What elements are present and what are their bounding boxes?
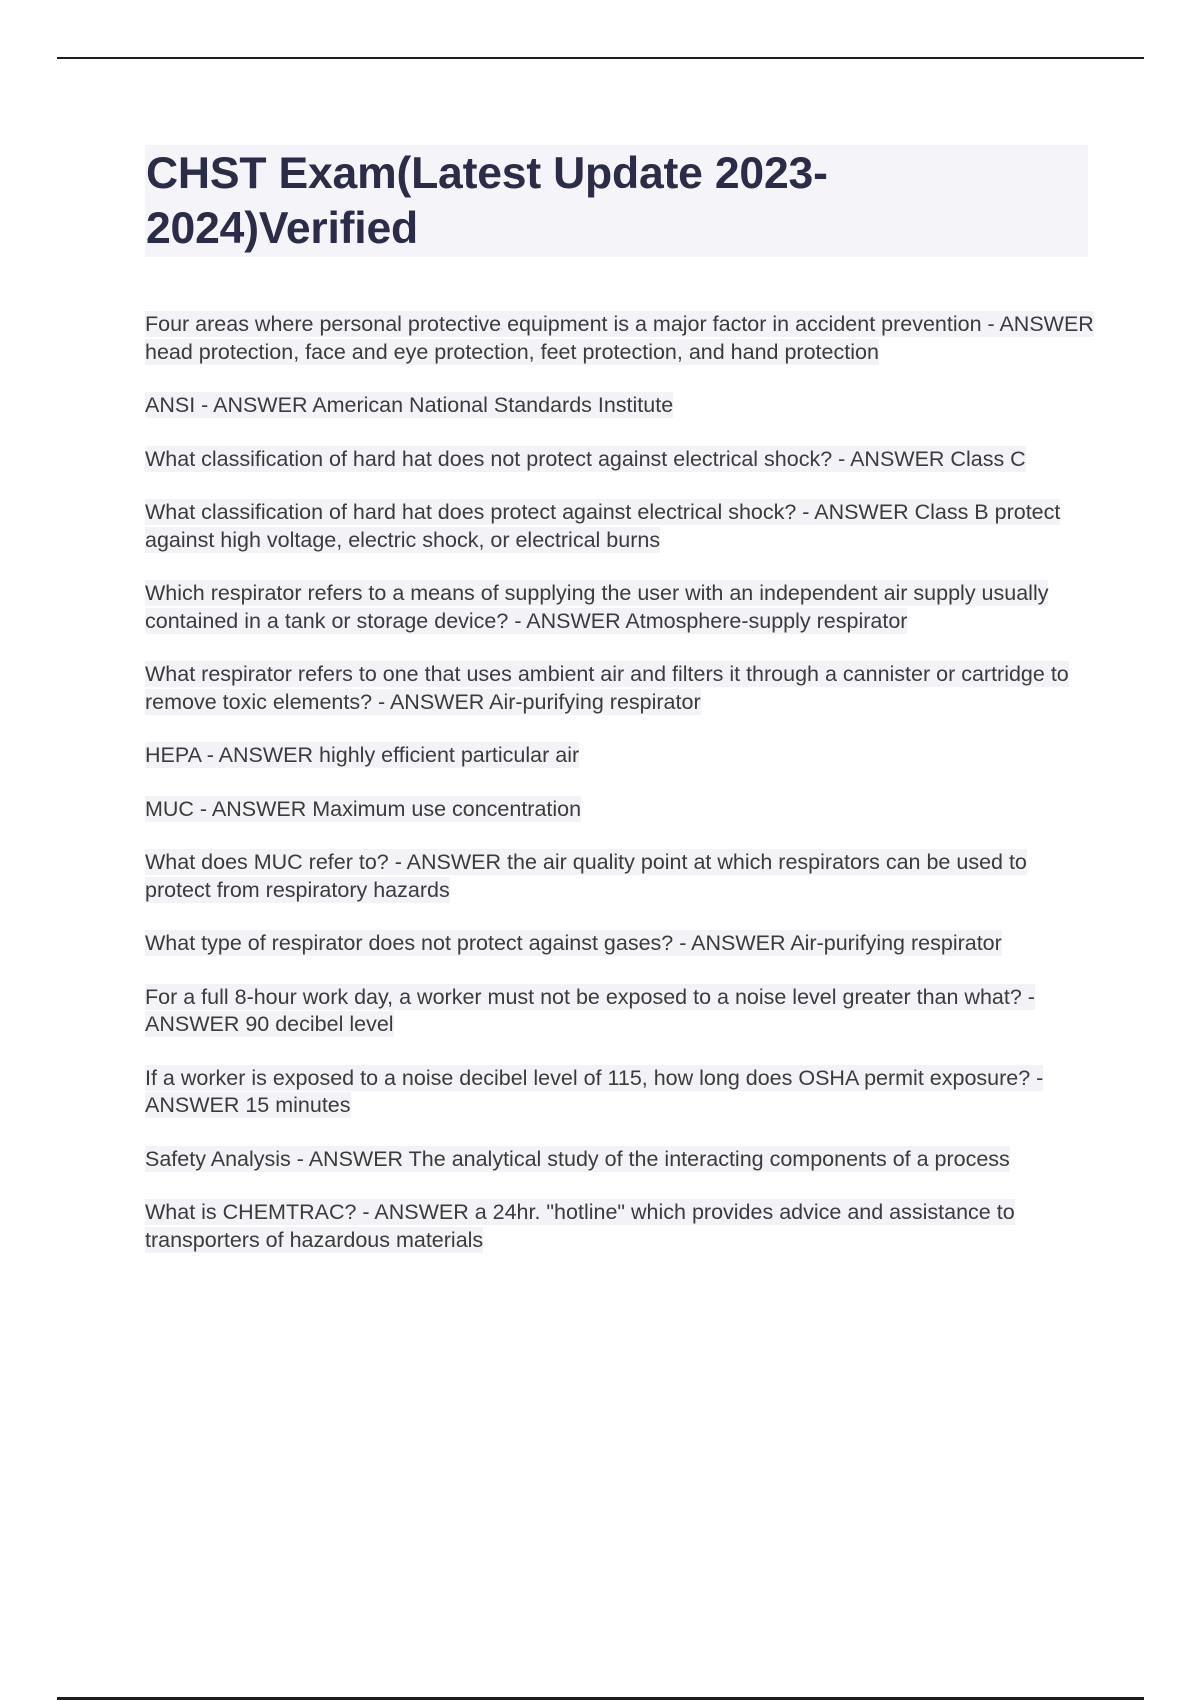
qa-item-hepa [145, 742, 1095, 770]
qa-text: Four areas where personal protective equipment is a major factor in accident prevention - ANSWER head protection, face and eye protection, feet protection, and hand protection [145, 312, 1094, 364]
qa-text: Safety Analysis - ANSWER The analytical study of the interacting components of a process [145, 1146, 1010, 1171]
qa-item-ansi [145, 392, 1095, 420]
qa-item-noise-115 [145, 1065, 1095, 1120]
qa-item-no-gas-protection [145, 930, 1095, 958]
qa-item-safety-analysis [145, 1146, 1095, 1174]
qa-text: What does MUC refer to? - ANSWER the air quality point at which respirators can be used to protect from respiratory hazards [145, 850, 1027, 902]
qa-text: What classification of hard hat does not protect against electrical shock? - ANSWER Class C [145, 446, 1026, 471]
qa-item-atmosphere-supply [145, 580, 1095, 635]
qa-item-muc-meaning [145, 849, 1095, 904]
qa-text: What classification of hard hat does protect against electrical shock? - ANSWER Class B protect against high voltage, electric shock, or electrical burns [145, 500, 1061, 552]
qa-text: MUC - ANSWER Maximum use concentration [145, 796, 582, 821]
qa-item-chemtrac [145, 1199, 1095, 1254]
qa-item-hardhat-no-protect [145, 446, 1095, 474]
qa-text: What respirator refers to one that uses ambient air and filters it through a cannister or cartridge to remove toxic elements? - ANSWER Air-purifying respirator [145, 662, 1069, 714]
qa-text: For a full 8-hour work day, a worker must not be exposed to a noise level greater than what? - ANSWER 90 decibel level [145, 984, 1035, 1036]
qa-list [145, 311, 1095, 1280]
qa-text: If a worker is exposed to a noise decibel level of 115, how long does OSHA permit exposure? - ANSWER 15 minutes [145, 1065, 1044, 1117]
qa-text: Which respirator refers to a means of supplying the user with an independent air supply usually contained in a tank or storage device? - ANSWER Atmosphere-supply respirator [145, 581, 1049, 633]
qa-text: What is CHEMTRAC? - ANSWER a 24hr. "hotline" which provides advice and assistance to transporters of hazardous materials [145, 1200, 1015, 1252]
title-line-2: 2024)Verified [146, 204, 418, 253]
header-rule [57, 57, 1144, 59]
qa-text: What type of respirator does not protect against gases? - ANSWER Air-purifying respirator [145, 931, 1002, 955]
qa-text: ANSI - ANSWER American National Standards Institute [145, 393, 674, 417]
qa-item-air-purifying [145, 661, 1095, 716]
qa-item-ppe-areas [145, 311, 1095, 366]
document-title [146, 146, 1086, 256]
qa-item-muc [145, 796, 1095, 824]
qa-text: HEPA - ANSWER highly efficient particular air [145, 743, 580, 767]
qa-item-noise-8hr [145, 984, 1095, 1039]
title-line-1: CHST Exam(Latest Update 2023- [146, 149, 828, 198]
qa-item-hardhat-protect [145, 499, 1095, 554]
